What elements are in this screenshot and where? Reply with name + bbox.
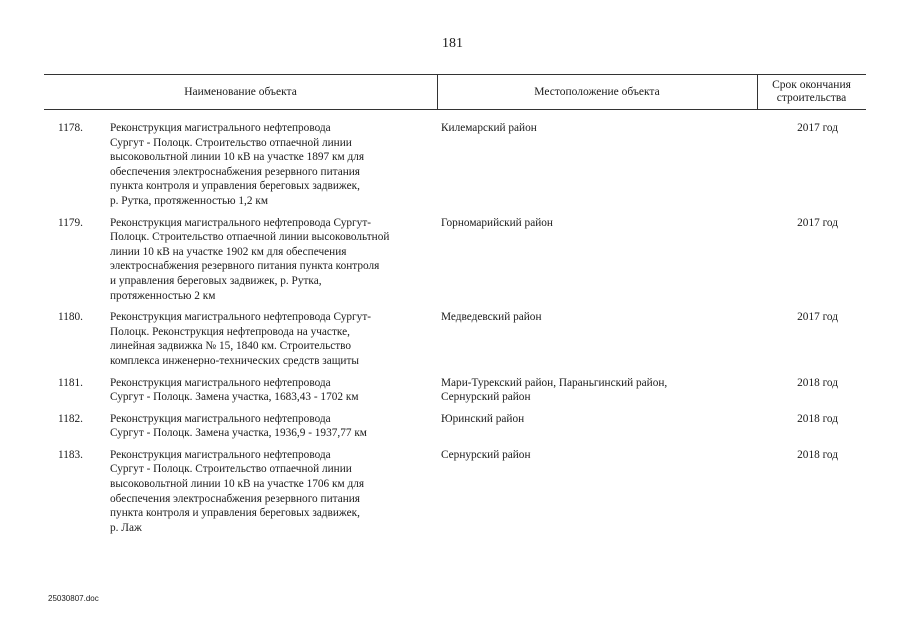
header-object-name: Наименование объекта [44,75,438,109]
row-object-name: Реконструкция магистрального нефтепровода Сургут - Полоцк. Замена участка, 1683,43 - 1702 км [110,376,359,404]
row-location: Сернурский район [441,448,531,461]
row-year: 2017 год [797,216,838,229]
row-location: Юринский район [441,412,525,425]
row-number: 1179. [58,216,83,229]
row-number: 1178. [58,122,83,134]
row-year: 2017 год [797,311,838,324]
header-completion-term: Срок окончания строительства [772,79,851,104]
page-number: 181 [442,36,463,51]
row-year: 2018 год [797,376,838,389]
row-object-name: Реконструкция магистрального нефтепровода Сургут- Полоцк. Реконструкция нефтепровода на участке, линейная задвижка № 15, 1840 км. Строительство комплекса инженерно-технических средств защиты [110,311,372,367]
table-row [0,412,905,441]
row-location: Горномарийский район [441,216,553,229]
row-number: 1180. [58,311,83,324]
row-object-name: Реконструкция магистрального нефтепровода Сургут - Полоцк. Строительство отпаечной линии высоковольтной линии 10 кВ на участке 1897 км для обеспечения электроснабжения резервного питания пункта контроля и управления береговых задвижек, р. Рутка, протяженностью 1,2 км [110,122,365,207]
row-year: 2017 год [797,122,838,134]
header-object-location: Местоположение объекта [437,75,758,109]
table-row [0,216,905,304]
table-row [0,310,905,368]
table-row [0,376,905,405]
row-year: 2018 год [797,412,838,425]
row-location: Мари-Турекский район, Параньгинский район, Сернурский район [441,376,668,404]
table-row [0,448,905,536]
row-number: 1183. [58,448,83,461]
table-body [0,121,905,542]
row-object-name: Реконструкция магистрального нефтепровода Сургут- Полоцк. Строительство отпаечной линии высоковольтной линии 10 кВ на участке 1902 км для обеспечения электроснабжения резервного питания пункта контроля и управления береговых задвижек, р. Рутка, протяженностью 2 км [110,216,390,302]
row-year: 2018 год [797,448,838,461]
row-number: 1181. [58,376,83,389]
row-location: Медведевский район [441,311,542,324]
document-file-id: 25030807.doc [48,594,99,603]
row-object-name: Реконструкция магистрального нефтепровода Сургут - Полоцк. Строительство отпаечной линии высоковольтной линии 10 кВ на участке 1706 км для обеспечения электроснабжения резервного питания пункта контроля и управления береговых задвижек, р. Лаж [110,448,365,534]
table-header [44,74,866,110]
row-number: 1182. [58,412,83,425]
row-object-name: Реконструкция магистрального нефтепровода Сургут - Полоцк. Замена участка, 1936,9 - 1937,77 км [110,412,367,440]
table-row [0,121,905,209]
row-location: Килемарский район [441,122,537,134]
